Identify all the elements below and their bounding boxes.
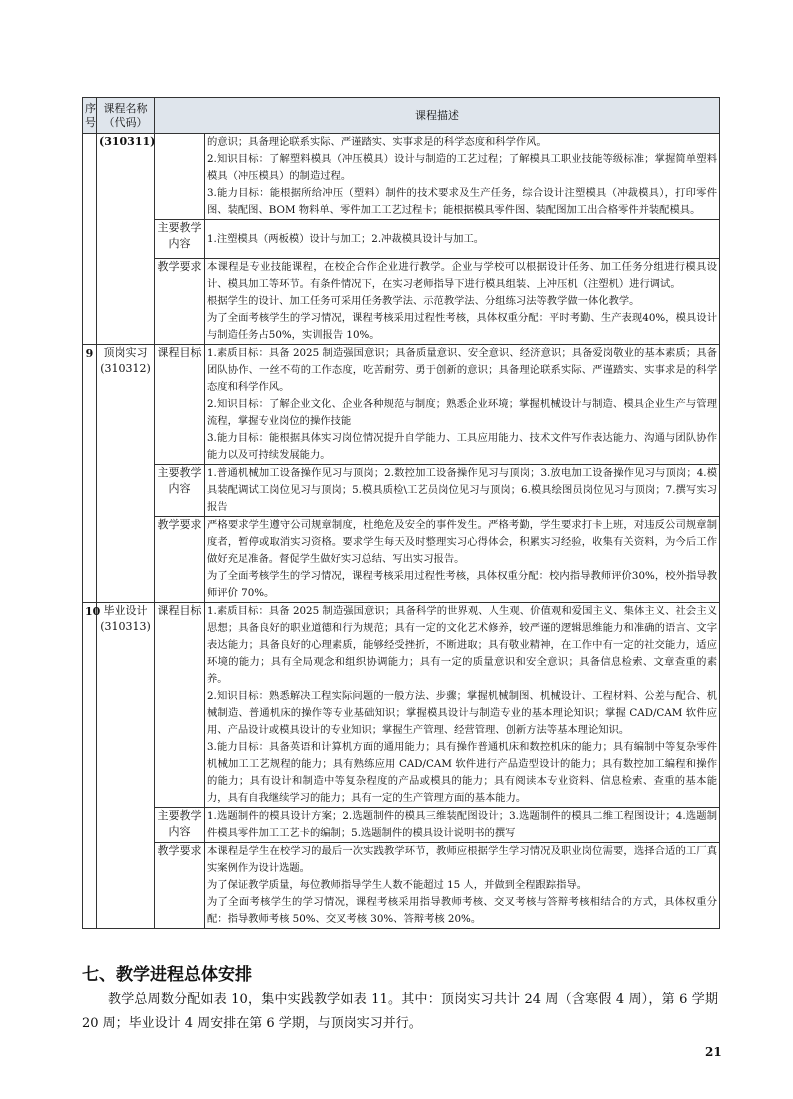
paragraph: 本课程是专业技能课程，在校企合作企业进行教学。企业与学校可以根据设计任务、加工任务分组进行模具设计、模具加工等环节。有条件情况下，在实习老师指导下进行模具组装、上冲压机（注塑机）进行调试。 [207,261,717,290]
page-number: 21 [705,1045,722,1059]
section-content [205,843,720,929]
section-body-text: 教学总周数分配如表 10，集中实践教学如表 11。其中：顶岗实习共计 24 周（含寒假 4 周），第 6 学期 20 周；毕业设计 4 周安排在第 6 学期，与顶岗实习并行。 [82,992,718,1031]
row-number: 9 [83,345,97,603]
table-row [83,517,720,603]
table-header-row [83,98,720,134]
section-label: 教学要求 [155,843,205,929]
table-row [83,808,720,843]
course-name: 毕业设计(310313) [97,603,155,929]
paragraph: 本课程是学生在校学习的最后一次实践教学环节，教师应根据学生学习情况及职业岗位需要，选择合适的工厂真实案例作为设计选题。 [207,845,717,874]
section-label: 教学要求 [155,259,205,345]
paragraph: 2.知识目标：了解企业文化、企业各种规范与制度；熟悉企业环境；掌握机械设计与制造、模具企业生产与管理流程，掌握专业岗位的操作技能 [207,398,717,427]
section-content [205,603,720,808]
table-row [83,843,720,929]
paragraph: 根据学生的设计、加工任务可采用任务教学法、示范教学法、分组练习法等教学做一体化教学。 [207,295,640,307]
paragraph: 1.素质目标：具备 2025 制造强国意识；具备质量意识、安全意识、经济意识；具备爱岗敬业的基本素质；具备团队协作、一丝不苟的工作态度，吃苦耐劳、勇于创新的意识；具备理论联系实际、严谨踏实、实事求是的科学态度和科学作风。 [207,347,717,393]
section-heading: 七、教学进程总体安排 [82,965,252,985]
section-label: 课程目标 [155,603,205,808]
section-label: 教学要求 [155,517,205,603]
course-name: (310311) [97,134,155,345]
paragraph: 1.选题制件的模具设计方案；2.选题制件的模具三维装配图设计；3.选题制件的模具二维工程图设计；4.选题制件模具零件加工工艺卡的编制；5.选题制件的模具设计说明书的撰写 [207,810,717,839]
section-content [205,517,720,603]
paragraph: 为了全面考核学生的学习情况，课程考核采用过程性考核，具体权重分配：校内指导教师评价30%，校外指导教师评价 70%。 [207,570,717,599]
paragraph: 2.知识目标：熟悉解决工程实际问题的一般方法、步骤；掌握机械制图、机械设计、工程材料、公差与配合、机械制造、普通机床的操作等专业基础知识；掌握模具设计与制造专业的基本理论知识；掌握 CAD/CAM 软件应用、产品设计或模具设计的专业知识；掌握生产管理、经营管理、创新方法等基本理论知识。 [207,690,717,736]
paragraph: 为了全面考核学生的学习情况，课程考核采用过程性考核，具体权重分配：平时考勤、生产表现40%，模具设计与制造任务占50%，实训报告 10%。 [207,312,717,341]
section-content [205,808,720,843]
section-content [205,259,720,345]
course-table-container [82,97,720,929]
section-label [155,134,205,220]
header-course-name: 课程名称（代码） [97,98,155,134]
table-row [83,603,720,808]
course-description-table [82,97,720,929]
section-label: 课程目标 [155,345,205,465]
header-course-description: 课程描述 [155,98,720,134]
row-number [83,134,97,345]
paragraph: 1.注塑模具（两板模）设计与加工；2.冲裁模具设计与加工。 [207,232,485,245]
section-content [205,345,720,465]
paragraph: 3.能力目标：能根据具体实习岗位情况提升自学能力、工具应用能力、技术文件写作表达能力、沟通与团队协作能力以及可持续发展能力。 [207,432,717,461]
table-row [83,465,720,517]
paragraph: 的意识；具备理论联系实际、严谨踏实、实事求是的科学态度和科学作风。 [207,136,547,148]
section-label: 主要教学内容 [155,465,205,517]
paragraph: 严格要求学生遵守公司规章制度，杜绝危及安全的事件发生。严格考勤，学生要求打卡上班，对违反公司规章制度者，暂停或取消实习资格。要求学生每天及时整理实习心得体会，积累实习经验，收集有关资料，为今后工作做好充足准备。督促学生做好实习总结、写出实习报告。 [207,519,717,565]
row-number: 10 [83,603,97,929]
header-no: 序号 [83,98,97,134]
table-row [83,134,720,220]
course-name: 顶岗实习(310312) [97,345,155,603]
section-content [205,134,720,220]
section-content [205,465,720,517]
table-row [83,345,720,465]
paragraph: 为了全面考核学生的学习情况，课程考核采用指导教师考核、交叉考核与答辩考核相结合的方式，具体权重分配：指导教师考核 50%、交叉考核 30%、答辩考核 20%。 [207,896,717,925]
section-label: 主要教学内容 [155,220,205,259]
paragraph: 3.能力目标：能根据所给冲压（塑料）制件的技术要求及生产任务，综合设计注塑模具（冲裁模具），打印零件图、装配图、BOM 物料单、零件加工工艺过程卡；能根据模具零件图、装配图加工出合格零件并装配模具。 [207,187,717,216]
paragraph: 为了保证教学质量，每位教师指导学生人数不能超过 15 人，并做到全程跟踪指导。 [207,879,588,891]
section-content [205,220,720,259]
table-row [83,259,720,345]
section-label: 主要教学内容 [155,808,205,843]
paragraph: 3.能力目标：具备英语和计算机方面的通用能力；具有操作普通机床和数控机床的能力；具有编制中等复杂零件机械加工工艺规程的能力；具有熟练应用 CAD/CAM 软件进行产品造型设计的能力；具有数控加工编程和操作的能力；具有设计和制造中等复杂程度的产品或模具的能力；具有阅读本专业资料、信息检索、查重的基本能力，具有自我继续学习的能力；具有一定的生产管理方面的基本能力。 [207,741,717,804]
table-row [83,220,720,259]
paragraph: 1.普通机械加工设备操作见习与顶岗；2.数控加工设备操作见习与顶岗；3.放电加工设备操作见习与顶岗；4.模具装配调试工岗位见习与顶岗；5.模具质检\工艺员岗位见习与顶岗；6.模具绘图员岗位见习与顶岗；7.撰写实习报告 [207,467,717,513]
paragraph: 2.知识目标：了解塑料模具（冲压模具）设计与制造的工艺过程；了解模具工职业技能等级标准；掌握简单塑料模具（冲压模具）的制造过程。 [207,153,717,182]
paragraph: 1.素质目标：具备 2025 制造强国意识；具备科学的世界观、人生观、价值观和爱国主义、集体主义、社会主义思想；具备良好的职业道德和行为规范；具有一定的文化艺术修养，较严谨的逻辑思维能力和准确的语言、文字表达能力；具备良好的心理素质，能够经受挫折，不断进取；具有敬业精神，在工作中有一定的社交能力，适应环境的能力；具有全局观念和组织协调能力；具有一定的质量意识和安全意识；具备信息检索、文章查重的素养。 [207,605,717,685]
